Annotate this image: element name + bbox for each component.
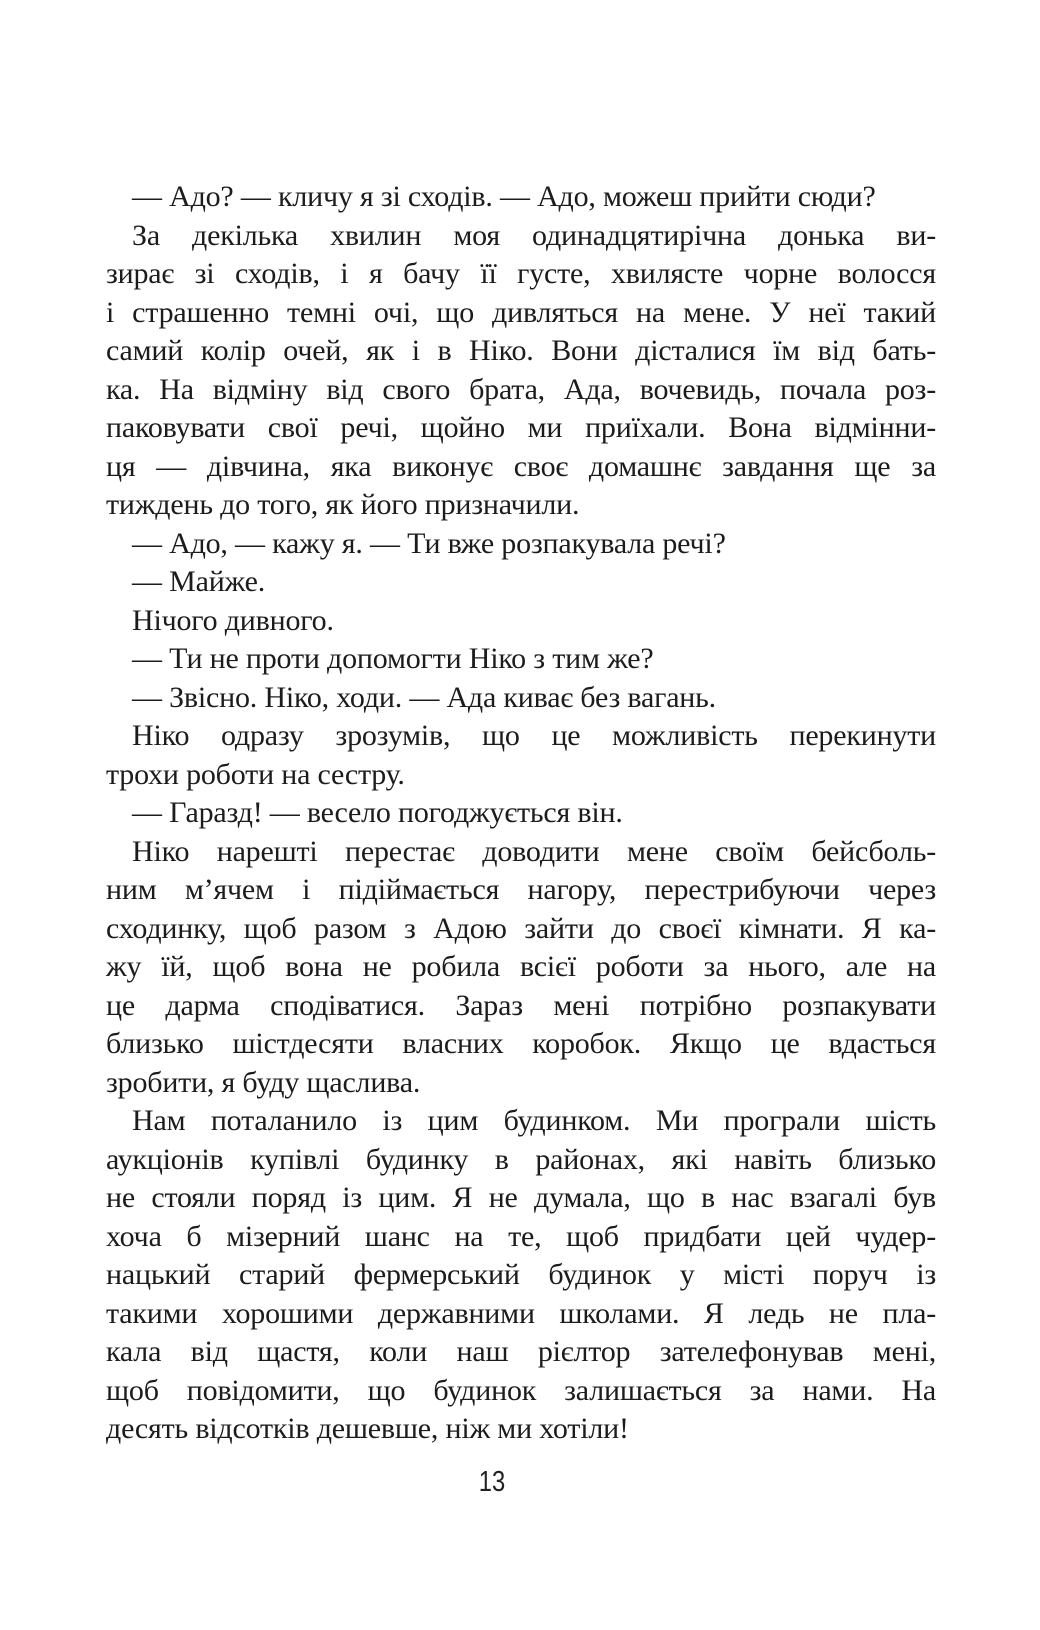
- text-line: десять відсотків дешевше, ніж ми хотіли!: [106, 1412, 629, 1445]
- text-line: жу їй, щоб вона не робила всієї роботи за нього, але на: [106, 950, 936, 983]
- text-line: Ніко одразу зрозумів, що це можливість перекинути: [132, 719, 936, 752]
- text-line: близько шістдесяти власних коробок. Якщо це вдасться: [106, 1027, 936, 1060]
- text-line: сходинку, щоб разом з Адою зайти до своєї кімнати. Я ка-: [106, 911, 936, 945]
- text-line: хоча б мізерний шанс на те, щоб придбати цей чудер-: [106, 1219, 936, 1253]
- text-line: такими хорошими державними школами. Я ледь не пла-: [106, 1296, 936, 1330]
- page-text: [106, 178, 936, 1449]
- text-line: ця — дівчина, яка виконує своє домашнє завдання ще за: [106, 449, 936, 483]
- text-line: — Гаразд! — весело погоджується він.: [132, 796, 623, 829]
- text-line: Ніко нарешті перестає доводити мене своїм бейсболь-: [132, 834, 936, 868]
- text-line: Нічого дивного.: [132, 603, 334, 637]
- text-line: кала від щастя, коли наш рієлтор зателефонував мені,: [106, 1335, 936, 1368]
- text-line: — Ти не проти допомогти Ніко з тим же?: [132, 642, 654, 675]
- text-line: паковувати свої речі, щойно ми приїхали. Вона відмінни-: [106, 411, 936, 444]
- text-line: самий колір очей, як і в Ніко. Вони дісталися їм від бать-: [106, 334, 936, 367]
- text-line: це дарма сподіватися. Зараз мені потрібно розпакувати: [106, 988, 936, 1022]
- text-line: Нам поталанило із цим будинком. Ми програли шість: [132, 1104, 936, 1137]
- text-line: — Адо, — кажу я. — Ти вже розпакувала речі?: [132, 526, 726, 560]
- text-line: і страшенно темні очі, що дивляться на мене. У неї такий: [106, 295, 936, 329]
- text-line: щоб повідомити, що будинок залишається за нами. На: [106, 1373, 936, 1407]
- text-line: не стояли поряд із цим. Я не думала, що в нас взагалі був: [106, 1181, 936, 1214]
- text-line: — Адо? — кличу я зі сходів. — Адо, можеш прийти сюди?: [132, 180, 876, 213]
- text-line: трохи роботи на сестру.: [106, 757, 405, 791]
- text-line: За декілька хвилин моя одинадцятирічна донька ви-: [132, 218, 936, 252]
- text-line: нацький старий фермерський будинок у місті поруч із: [106, 1258, 936, 1291]
- page-number: 13: [478, 1466, 506, 1498]
- text-line: аукціонів купівлі будинку в районах, які навіть близько: [106, 1142, 936, 1176]
- text-line: ка. На відміну від свого брата, Ада, вочевидь, почала роз-: [106, 372, 936, 406]
- text-line: зробити, я буду щаслива.: [106, 1065, 421, 1099]
- text-line: зирає зі сходів, і я бачу її густе, хвилясте чорне волосся: [106, 257, 936, 290]
- text-line: тиждень до того, як його призначили.: [106, 488, 580, 521]
- text-line: — Майже.: [132, 565, 266, 598]
- text-line: ним м’ячем і підіймається нагору, перестрибуючи через: [106, 873, 936, 906]
- text-line: — Звісно. Ніко, ходи. — Ада киває без вагань.: [132, 680, 716, 714]
